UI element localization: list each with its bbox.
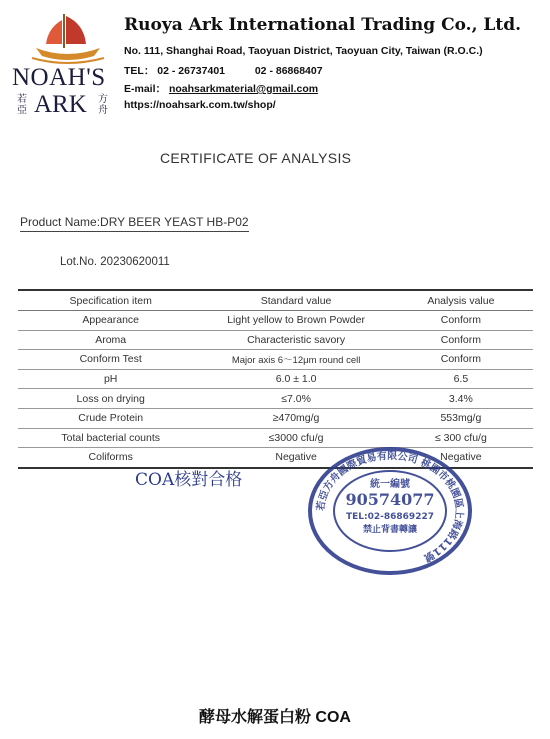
table-cell: 6.5 (389, 369, 533, 389)
table-cell: Negative (389, 448, 533, 468)
product-name-line (20, 215, 249, 232)
seal-line-4: 禁止背書轉讓 (362, 525, 418, 535)
table-cell: Negative (203, 448, 388, 468)
table-cell: Crude Protein (18, 408, 203, 428)
lot-number-line (60, 256, 170, 268)
lot-number-label: Lot.No. (60, 256, 98, 268)
table-row (18, 330, 533, 350)
company-email (124, 81, 318, 96)
table-row (18, 389, 533, 409)
product-name-label: Product Name: (20, 215, 101, 229)
table-header-row (18, 290, 533, 311)
logo-wordmark-top: NOAH'S (12, 64, 106, 91)
table-row (18, 408, 533, 428)
ark-boat-icon (12, 8, 122, 68)
seal-line-2: 90574077 (345, 490, 435, 509)
column-header: Specification item (18, 290, 203, 311)
table-cell: ≤7.0% (203, 389, 388, 409)
document-title: CERTIFICATE OF ANALYSIS (160, 150, 352, 166)
table-cell: 553mg/g (389, 408, 533, 428)
table-cell: 6.0 ± 1.0 (203, 369, 388, 389)
table-row (18, 369, 533, 389)
company-phone (124, 63, 323, 78)
product-name-value: DRY BEER YEAST HB-P02 (100, 215, 249, 229)
company-website-link[interactable]: https://noahsark.com.tw/shop/ (124, 99, 276, 111)
email-link[interactable]: noahsarkmaterial@gmail.com (168, 83, 319, 95)
logo-cjk-right: 方舟 (98, 94, 108, 116)
table-cell: Major axis 6～12μm round cell (203, 350, 388, 370)
table-cell: ≤ 300 cfu/g (389, 428, 533, 448)
table-cell: Conform (389, 311, 533, 331)
table-cell: ≥470mg/g (203, 408, 388, 428)
company-address: No. 111, Shanghai Road, Taoyuan District, Taoyuan City, Taiwan (R.O.C.) (124, 45, 483, 57)
lot-number-value: 20230620011 (100, 256, 170, 268)
tel-label: TEL： (124, 65, 155, 77)
tel-number-1: 02 - 26737401 (157, 65, 225, 77)
table-cell: Appearance (18, 311, 203, 331)
table-cell: 3.4% (389, 389, 533, 409)
company-name: Ruoya Ark International Trading Co., Ltd. (124, 15, 522, 35)
seal-line-3: TEL:02-86869227 (346, 512, 434, 522)
company-logo (12, 8, 122, 120)
table-cell: pH (18, 369, 203, 389)
coa-verified-note: COA核對合格 (135, 470, 243, 490)
table-row (18, 350, 533, 370)
column-header: Analysis value (389, 290, 533, 311)
tel-number-2: 02 - 86868407 (254, 65, 323, 77)
company-seal-stamp (306, 445, 474, 577)
table-cell: Conform (389, 330, 533, 350)
table-cell: Characteristic savory (203, 330, 388, 350)
table-cell: Conform (389, 350, 533, 370)
logo-cjk-left: 若亞 (17, 94, 27, 116)
table-cell: Conform Test (18, 350, 203, 370)
email-label: E-mail： (124, 83, 167, 95)
seal-line-1: 統一編號 (370, 479, 410, 490)
column-header: Standard value (203, 290, 388, 311)
analysis-table (18, 289, 533, 469)
table-row (18, 311, 533, 331)
table-cell: Coliforms (18, 448, 203, 468)
seal-ring-text: 若亞方舟國際貿易有限公司 桃園市桃園區上海路111號 (315, 450, 465, 564)
table-cell: Loss on drying (18, 389, 203, 409)
table-cell: Aroma (18, 330, 203, 350)
table-cell: Light yellow to Brown Powder (203, 311, 388, 331)
image-caption: 酵母水解蛋白粉 COA (198, 709, 351, 726)
table-cell: Total bacterial counts (18, 428, 203, 448)
table-cell: ≤3000 cfu/g (203, 428, 388, 448)
logo-wordmark-bottom: ARK (34, 91, 87, 118)
